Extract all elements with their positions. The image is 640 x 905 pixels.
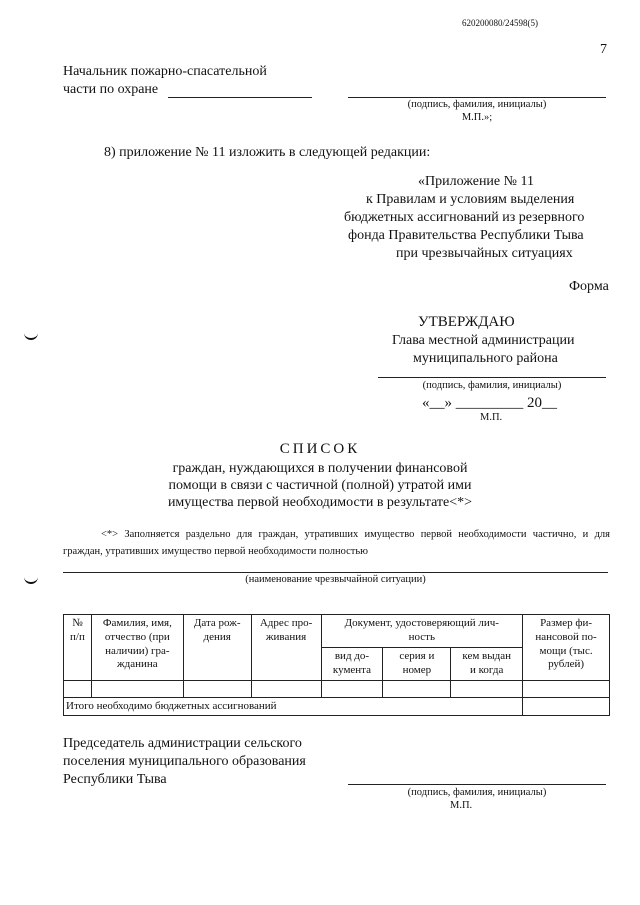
scan-mark: [24, 574, 38, 584]
bottom-signature-sign-line: [348, 784, 606, 785]
header-full-name: Фамилия, имя, отчество (при наличии) гра- жданина: [91, 615, 183, 681]
approval-line-2: муниципального района: [413, 351, 558, 366]
top-signature-title-line1: Начальник пожарно-спасательной: [63, 64, 267, 79]
total-label: Итого необходимо бюджетных ассигнований: [64, 697, 523, 716]
header-document-issued: кем выдан и когда: [451, 648, 523, 681]
total-value: [523, 697, 610, 716]
approval-caption: (подпись, фамилия, инициалы): [422, 380, 562, 391]
list-title: СПИСОК: [279, 441, 361, 457]
emergency-caption: (наименование чрезвычайной ситуации): [245, 574, 426, 585]
top-signature-name-line: [168, 97, 312, 98]
list-subtitle-line-2: помощи в связи с частичной (полной) утратой ими: [168, 478, 472, 493]
table-total-row: [64, 697, 610, 716]
table-row: [64, 680, 610, 697]
header-aid-amount: Размер фи- нансовой по- мощи (тыс. рублей): [523, 615, 610, 681]
bottom-signature-caption: (подпись, фамилия, инициалы): [407, 787, 547, 798]
citizens-table: [63, 614, 610, 716]
amendment-text: 8) приложение № 11 изложить в следующей редакции:: [104, 145, 431, 160]
header-document-series: серия и номер: [383, 648, 451, 681]
approval-title: УТВЕРЖДАЮ: [418, 314, 515, 330]
form-label: Форма: [569, 279, 609, 294]
appendix-line-2: к Правилам и условиям выделения: [366, 192, 575, 207]
appendix-line-5: при чрезвычайных ситуациях: [396, 246, 573, 261]
appendix-line-3: бюджетных ассигнований из резервного: [344, 210, 585, 225]
emergency-name-line: [63, 572, 608, 573]
header-birth-date: Дата рож- дения: [183, 615, 251, 681]
bottom-signature-line-3: Республики Тыва: [63, 772, 167, 787]
page-number: 7: [600, 42, 607, 57]
approval-line-1: Глава местной администрации: [392, 333, 575, 348]
top-signature-stamp: М.П.»;: [461, 112, 493, 123]
header-document-type: вид до- кумента: [321, 648, 383, 681]
list-subtitle-line-3: имущества первой необходимости в результате<*>: [167, 495, 473, 510]
table-header-row: [64, 615, 610, 648]
list-subtitle-line-1: граждан, нуждающихся в получении финансовой: [172, 461, 468, 476]
scan-mark: [24, 330, 38, 340]
approval-date: «__» _________ 20__: [422, 395, 557, 411]
top-signature-caption: (подпись, фамилия, инициалы): [407, 99, 547, 110]
appendix-line-4: фонда Правительства Республики Тыва: [348, 228, 584, 243]
top-signature-title-line2: части по охране: [63, 82, 159, 97]
header-identity-document: Документ, удостоверяющий лич- ность: [321, 615, 523, 648]
bottom-signature-line-1: Председатель администрации сельского: [63, 736, 302, 751]
header-number: № п/п: [64, 615, 92, 681]
header-address: Адрес про- живания: [251, 615, 321, 681]
top-signature-sign-line: [348, 97, 606, 98]
document-code: 620200080/24598(5): [462, 18, 538, 28]
approval-sign-line: [378, 377, 606, 378]
footnote: <*> Заполняется раздельно для граждан, утративших имущество первой необходимости частично, и для граждан, утративших имущество первой необходимости полностью: [63, 529, 610, 557]
approval-stamp: М.П.: [480, 412, 503, 423]
bottom-signature-line-2: поселения муниципального образования: [63, 754, 306, 769]
bottom-signature-stamp: М.П.: [450, 800, 473, 811]
appendix-line-1: «Приложение № 11: [418, 174, 534, 189]
